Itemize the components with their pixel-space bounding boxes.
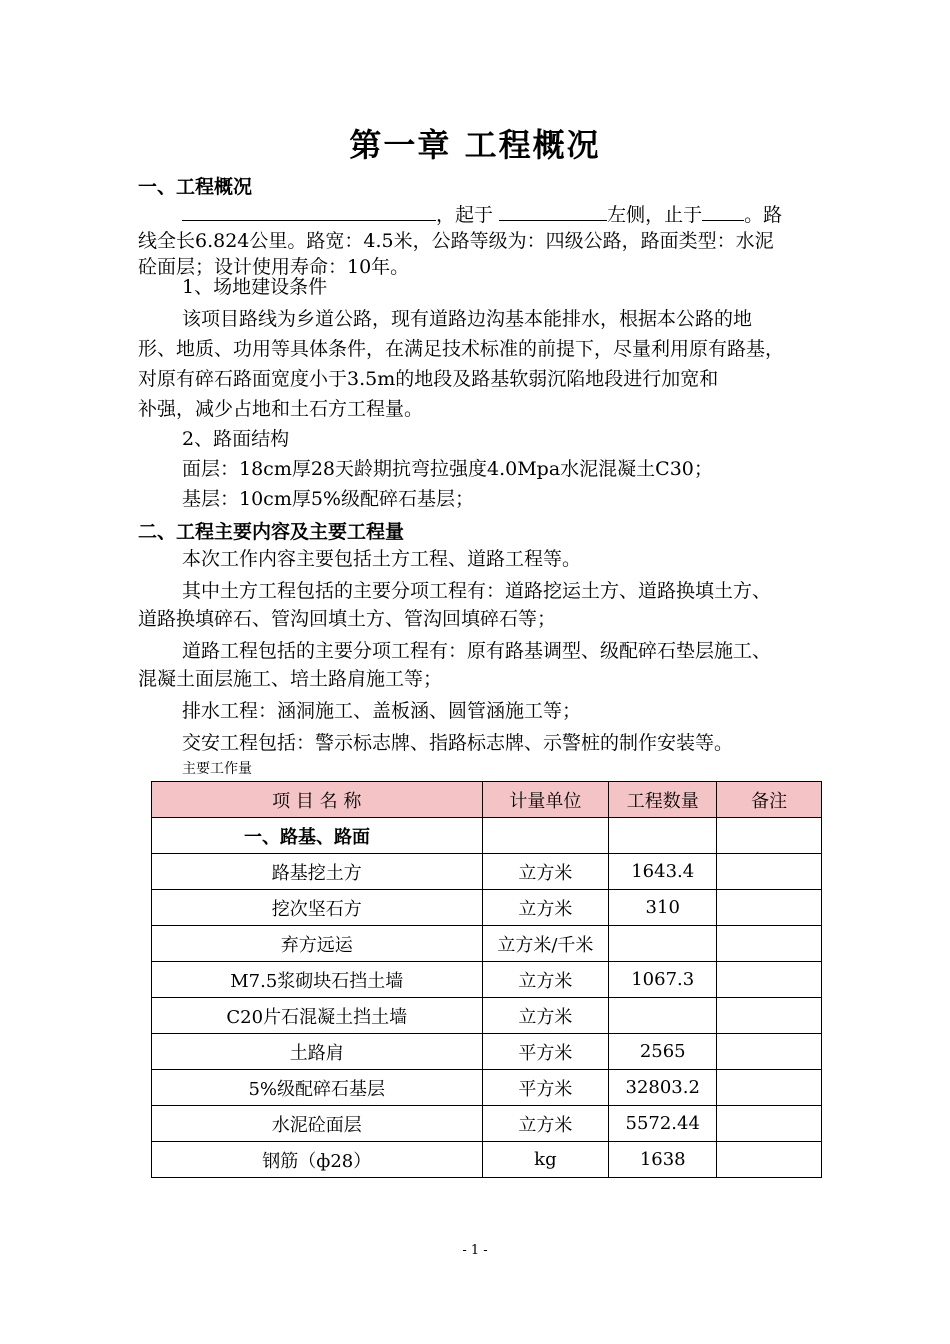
table-row (152, 962, 822, 998)
subsection-1-title: 1、场地建设条件 (182, 276, 328, 298)
blank-road-name (182, 200, 436, 221)
table-cell: 路基挖土方 (152, 854, 483, 890)
blank-end-point (702, 200, 744, 221)
table-row (152, 1142, 822, 1178)
intro-start-text: ，起于 (436, 204, 494, 226)
sub2-base-layer: 基层：10cm厚5%级配碎石基层； (182, 488, 474, 510)
table-cell: 立方米 (482, 998, 609, 1034)
table-cell (717, 890, 822, 926)
table-cell (717, 962, 822, 998)
table-cell: C20片石混凝土挡土墙 (152, 998, 483, 1034)
sub2-surface-layer: 面层：18cm厚28天龄期抗弯拉强度4.0Mpa水泥混凝土C30； (182, 458, 713, 480)
table-cell: 平方米 (482, 1070, 609, 1106)
table-cell (482, 818, 609, 854)
chapter-title: 第一章 工程概况 (349, 126, 601, 164)
table-cell: 2565 (609, 1034, 717, 1070)
intro-line-3: 砼面层；设计使用寿命：10年。 (138, 256, 410, 278)
page-number: - 1 - (462, 1243, 488, 1258)
table-cell: 水泥砼面层 (152, 1106, 483, 1142)
section1-heading: 一、工程概况 (138, 176, 253, 198)
s2-para-3b: 混凝土面层施工、培土路肩施工等； (138, 668, 443, 690)
table-cell (717, 998, 822, 1034)
table-cell (717, 926, 822, 962)
table-cell (609, 926, 717, 962)
sub1-para-line-4: 补强，减少占地和土石方工程量。 (138, 398, 424, 420)
table-caption: 主要工作量 (182, 761, 252, 777)
header-item-name: 项 目 名 称 (152, 782, 483, 818)
table-cell: 5572.44 (609, 1106, 717, 1142)
table-cell: 平方米 (482, 1034, 609, 1070)
header-unit: 计量单位 (482, 782, 609, 818)
table-row (152, 854, 822, 890)
table-cell (717, 854, 822, 890)
table-row (152, 1034, 822, 1070)
table-cell: 立方米 (482, 1106, 609, 1142)
table-cell: 立方米 (482, 854, 609, 890)
table-section-row (152, 818, 822, 854)
blank-start-point (499, 200, 607, 221)
table-cell (717, 1034, 822, 1070)
subsection-2-title: 2、路面结构 (182, 428, 290, 450)
table-header-row (152, 782, 822, 818)
table-cell (717, 1070, 822, 1106)
sub1-para-line-2: 形、地质、功用等具体条件，在满足技术标准的前提下，尽量利用原有路基， (138, 338, 785, 360)
table-row (152, 1070, 822, 1106)
work-quantity-table (151, 781, 822, 1178)
table-cell: 挖次坚石方 (152, 890, 483, 926)
sub1-para-line-3: 对原有碎石路面宽度小于3.5m的地段及路基软弱沉陷地段进行加宽和 (138, 368, 719, 390)
table-cell: 立方米 (482, 962, 609, 998)
sub1-para-line-1: 该项目路线为乡道公路，现有道路边沟基本能排水，根据本公路的地 (182, 308, 753, 330)
table-row (152, 926, 822, 962)
s2-para-2b: 道路换填碎石、管沟回填土方、管沟回填碎石等； (138, 608, 557, 630)
table-row (152, 1106, 822, 1142)
table-cell: 1643.4 (609, 854, 717, 890)
table-cell: M7.5浆砌块石挡土墙 (152, 962, 483, 998)
intro-road-text: 。路 (744, 204, 783, 226)
intro-line-2: 线全长6.824公里。路宽：4.5米，公路等级为：四级公路，路面类型：水泥 (138, 230, 774, 252)
s2-para-5: 交安工程包括：警示标志牌、指路标志牌、示警桩的制作安装等。 (182, 732, 734, 754)
table-cell (609, 998, 717, 1034)
s2-para-4: 排水工程：涵洞施工、盖板涵、圆管涵施工等； (182, 700, 582, 722)
table-cell (609, 818, 717, 854)
s2-para-3a: 道路工程包括的主要分项工程有：原有路基调型、级配碎石垫层施工、 (182, 640, 772, 662)
table-cell: 弃方远运 (152, 926, 483, 962)
table-cell: 立方米 (482, 890, 609, 926)
table-cell: 1067.3 (609, 962, 717, 998)
table-cell: 310 (609, 890, 717, 926)
table-cell: 钢筋（ф28） (152, 1142, 483, 1178)
table-row (152, 890, 822, 926)
header-quantity: 工程数量 (609, 782, 717, 818)
table-cell: 立方米/千米 (482, 926, 609, 962)
intro-end-text: 左侧，止于 (607, 204, 703, 226)
s2-para-2a: 其中土方工程包括的主要分项工程有：道路挖运土方、道路换填土方、 (182, 580, 772, 602)
table-cell (717, 1106, 822, 1142)
table-cell (717, 1142, 822, 1178)
section2-heading: 二、工程主要内容及主要工程量 (138, 521, 405, 543)
table-cell: 土路肩 (152, 1034, 483, 1070)
table-cell: 5%级配碎石基层 (152, 1070, 483, 1106)
table-cell: 32803.2 (609, 1070, 717, 1106)
table-cell: kg (482, 1142, 609, 1178)
table-row (152, 998, 822, 1034)
header-remark: 备注 (717, 782, 822, 818)
table-cell: 1638 (609, 1142, 717, 1178)
section-row-label: 一、路基、路面 (152, 818, 483, 854)
table-cell (717, 818, 822, 854)
s2-para-1: 本次工作内容主要包括土方工程、道路工程等。 (182, 548, 582, 570)
